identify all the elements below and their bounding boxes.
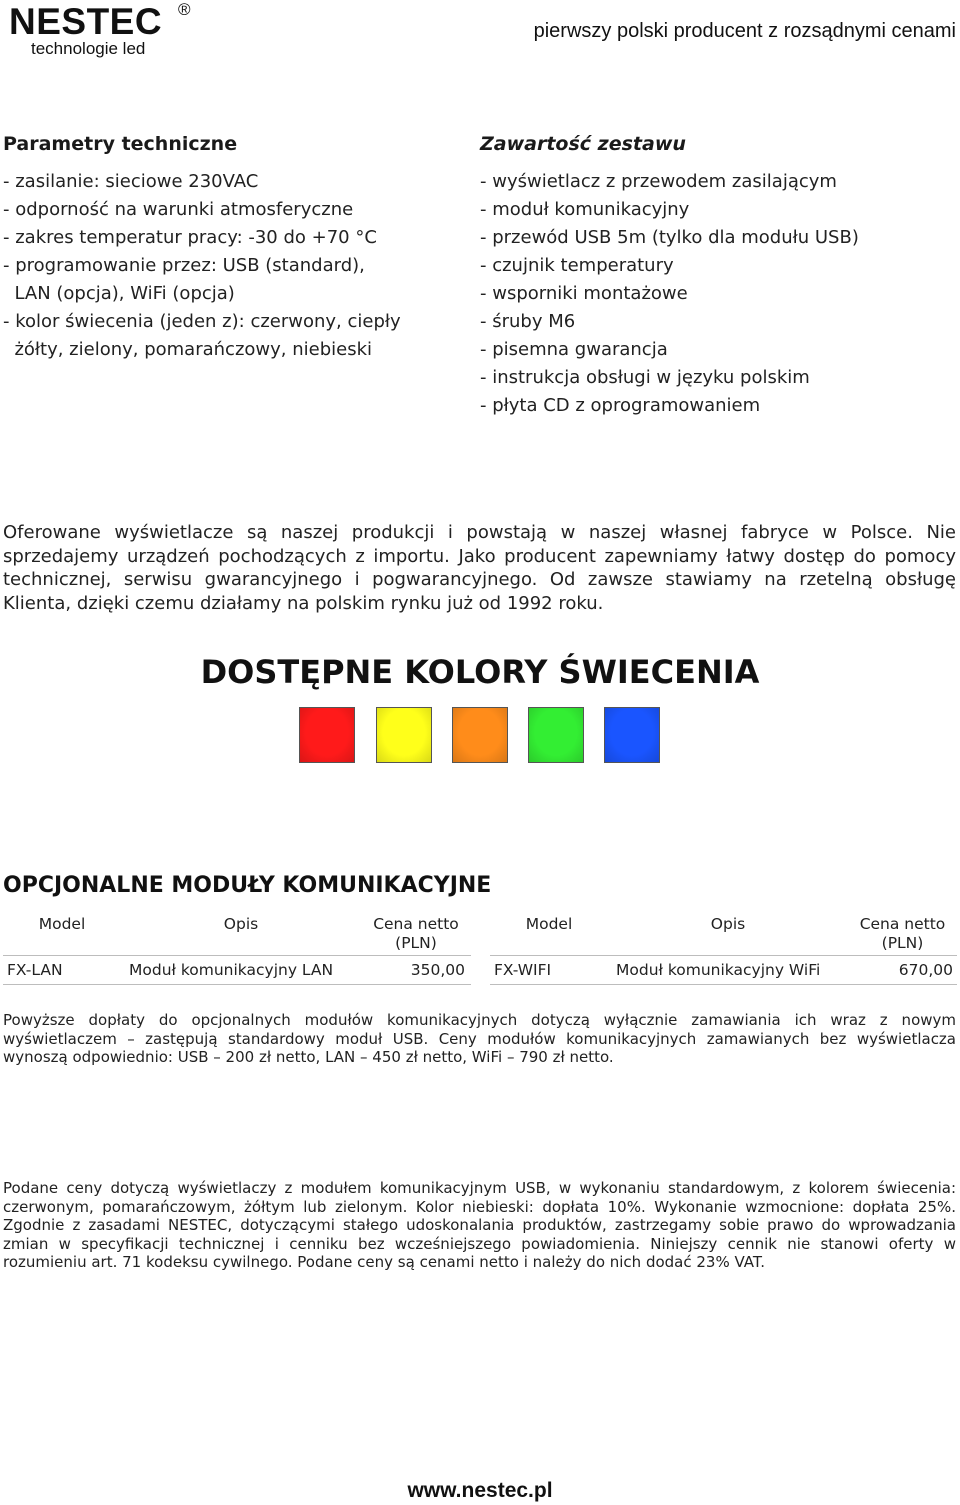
cell-price: 670,00 <box>848 956 957 985</box>
cell-model: FX-LAN <box>3 956 121 985</box>
list-item: - wyświetlacz z przewodem zasilającym <box>480 171 837 192</box>
color-swatches <box>0 707 960 765</box>
swatch-orange <box>452 707 508 763</box>
swatch-yellow <box>376 707 432 763</box>
list-item: - odporność na warunki atmosferyczne <box>3 199 354 220</box>
list-item: - wsporniki montażowe <box>480 283 688 304</box>
list-item: - programowanie przez: USB (standard), <box>3 255 365 276</box>
cell-price: 350,00 <box>361 956 471 985</box>
kit-list <box>480 168 859 420</box>
about-paragraph: Oferowane wyświetlacze są naszej produkcji i powstają w naszej własnej fabryce w Polsce. Nie sprzedajemy urządzeń pochodzących z importu. Jako producent zapewniamy łatwy dostęp do pomocy technicznej, serwisu gwarancyjnego i pogwarancyjnego. Od zawsze stawiamy na rzetelną obsługę Klienta, dzięki czemu działamy na polskim rynku już od 1992 roku. <box>3 522 956 614</box>
swatch-green <box>528 707 584 763</box>
cell-desc: Moduł komunikacyjny WiFi <box>608 956 848 985</box>
col-header-model: Model <box>525 915 573 933</box>
list-item: LAN (opcja), WiFi (opcja) <box>3 283 235 304</box>
colors-title: DOSTĘPNE KOLORY ŚWIECENIA <box>200 653 760 691</box>
table-row <box>3 956 471 985</box>
prices-note: Podane ceny dotyczą wyświetlaczy z modułem komunikacyjnym USB, w wykonaniu standardowym, z kolorem świecenia: czerwonym, pomarańczowym, żółtym lub zielonym. Kolor niebieski: dopłata 10%. Wykonanie wzmocnione: dopłata 25%. Zgodnie z zasadami NESTEC, dotyczącymi stałego udoskonalania produktów, zastrzegamy sobie prawo do wprowadzania zmian w specyfikacji technicznej i cenniku bez wcześniejszego powiadomienia. Niniejszy cennik nie stanowi oferty w rozumieniu art. 71 kodeksu cywilnego. Podane ceny są cenami netto i należy do nich dodać 23% VAT. <box>3 1179 956 1271</box>
modules-title: OPCJONALNE MODUŁY KOMUNIKACYJNE <box>3 873 492 898</box>
modules-note: Powyższe dopłaty do opcjonalnych modułów komunikacyjnych dotyczą wyłącznie zamawiania ich wraz z nowym wyświetlaczem – zastępują standardowy moduł USB. Ceny modułów komunikacyjnych zamawianych bez wyświetlacza wynoszą odpowiednio: USB – 200 zł netto, LAN – 450 zł netto, WiFi – 790 zł netto. <box>3 1011 956 1066</box>
list-item: - instrukcja obsługi w języku polskim <box>480 367 810 388</box>
list-item: - pisemna gwarancja <box>480 339 668 360</box>
swatch-red <box>299 707 355 763</box>
registered-mark: ® <box>178 0 191 19</box>
list-item: - moduł komunikacyjny <box>480 199 690 220</box>
footer-url[interactable]: www.nestec.pl <box>407 1479 553 1502</box>
table-row <box>490 956 957 985</box>
col-header-price: Cena netto (PLN) <box>859 915 946 952</box>
params-title: Parametry techniczne <box>3 133 238 155</box>
list-item: - zakres temperatur pracy: -30 do +70 °C <box>3 227 377 248</box>
list-item: - przewód USB 5m (tylko dla modułu USB) <box>480 227 859 248</box>
kit-title: Zawartość zestawu <box>480 133 686 155</box>
cell-model: FX-WIFI <box>490 956 608 985</box>
params-list <box>3 168 401 364</box>
logo-wordmark: NESTEC <box>9 1 163 42</box>
list-item: - śruby M6 <box>480 311 576 332</box>
list-item: - zasilanie: sieciowe 230VAC <box>3 171 259 192</box>
list-item: - płyta CD z oprogramowaniem <box>480 395 761 416</box>
cell-desc: Moduł komunikacyjny LAN <box>121 956 361 985</box>
col-header-price: Cena netto (PLN) <box>373 915 459 952</box>
swatch-blue <box>604 707 660 763</box>
col-header-model: Model <box>38 915 86 933</box>
tagline: pierwszy polski producent z rozsądnymi cenami <box>533 20 956 42</box>
logo-subtitle: technologie led <box>31 39 146 58</box>
col-header-desc: Opis <box>710 915 746 933</box>
modules-table-right <box>490 915 957 985</box>
list-item: żółty, zielony, pomarańczowy, niebieski <box>3 339 373 360</box>
list-item: - kolor świecenia (jeden z): czerwony, ciepły <box>3 311 401 332</box>
list-item: - czujnik temperatury <box>480 255 674 276</box>
col-header-desc: Opis <box>223 915 259 933</box>
modules-table-left <box>3 915 471 985</box>
